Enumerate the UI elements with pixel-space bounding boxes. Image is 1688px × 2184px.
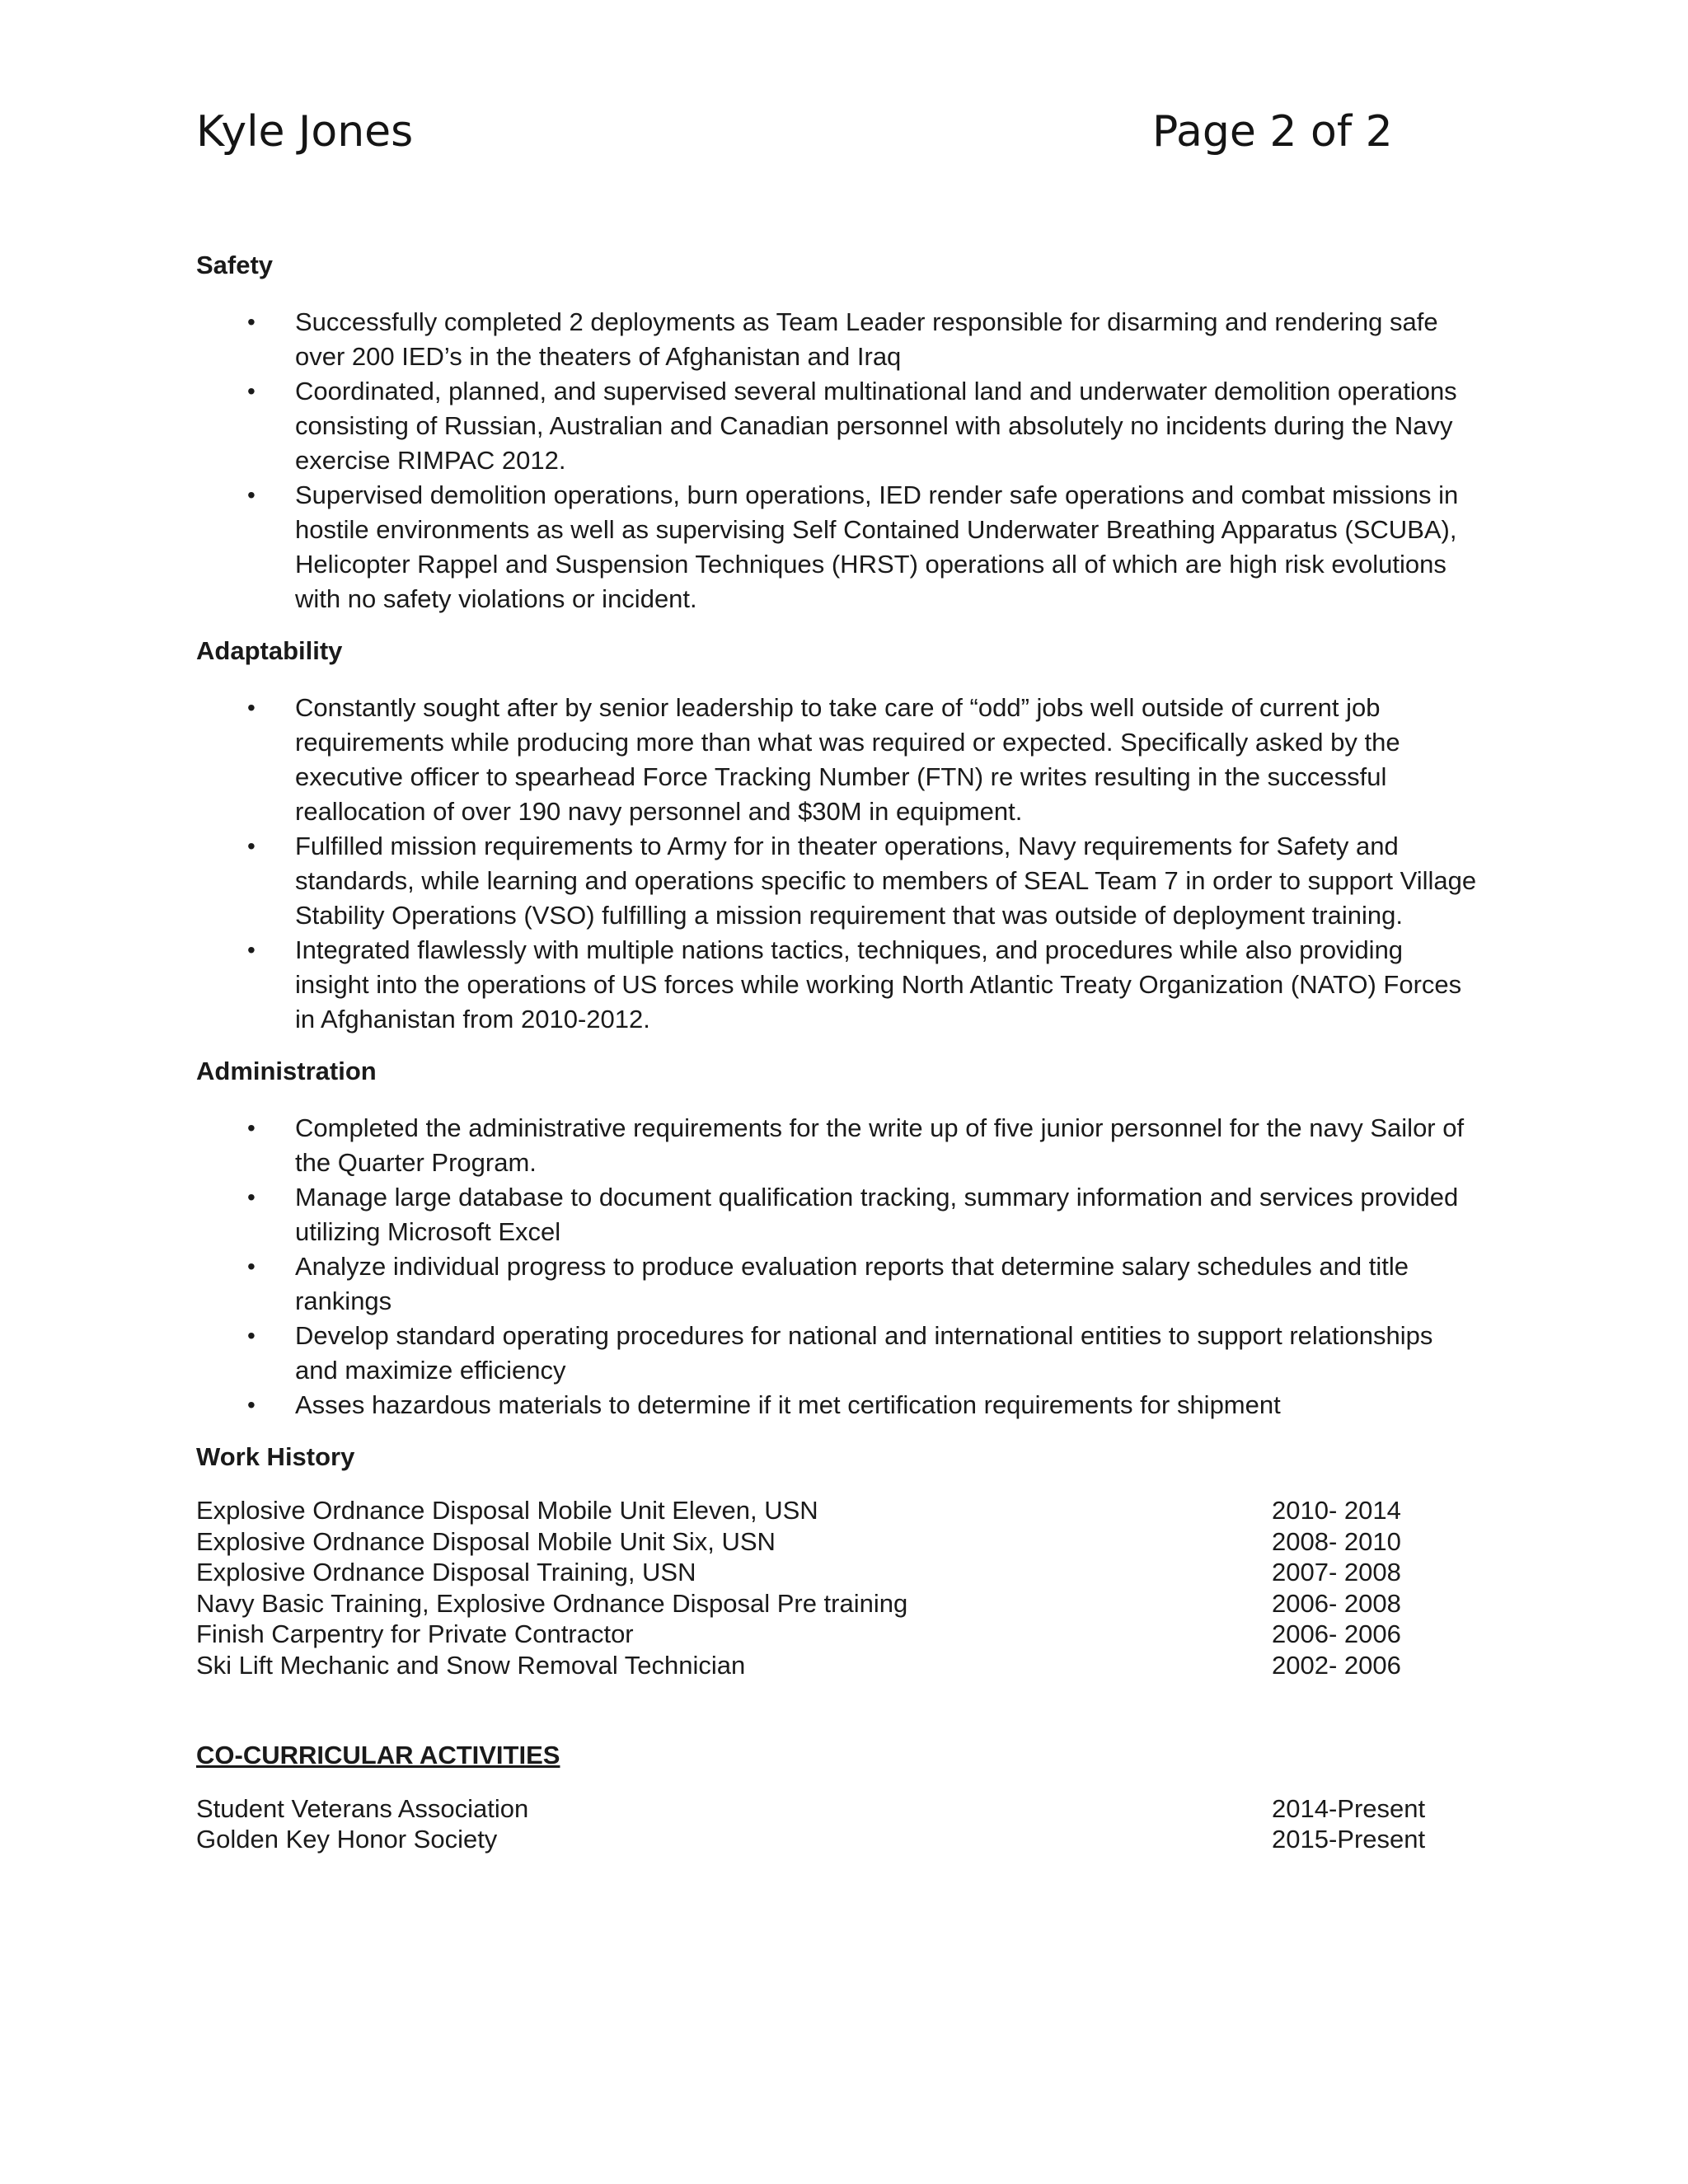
bullet-icon: • — [247, 1254, 256, 1279]
bullet-icon: • — [247, 1392, 256, 1418]
list-item: • Coordinated, planned, and supervised several multinational land and underwater demolition operations consisting of Russian, Australian and Canadian personnel with absolutely no incidents during the Navy exercise RIMPAC 2012. — [196, 374, 1482, 478]
job-dates: 2010- 2014 — [1272, 1496, 1401, 1525]
job-title: Explosive Ordnance Disposal Mobile Unit Eleven, USN — [196, 1496, 818, 1525]
list-item: • Completed the administrative requirements for the write up of five junior personnel for the navy Sailor of the Quarter Program. — [196, 1111, 1482, 1180]
activity-title: Student Veterans Association — [196, 1793, 529, 1823]
section-heading-administration: Administration — [196, 1057, 377, 1085]
adaptability-list — [196, 691, 1482, 1037]
list-item: • Integrated flawlessly with multiple nations tactics, techniques, and procedures while also providing insight into the operations of US forces while working North Atlantic Treaty Organization (NATO) Forces in Afghanistan from 2010-2012. — [196, 933, 1482, 1037]
section-heading-adaptability: Adaptability — [196, 636, 343, 665]
safety-list — [196, 305, 1482, 616]
list-item: • Manage large database to document qualification tracking, summary information and services provided utilizing Microsoft Excel — [196, 1180, 1482, 1249]
job-title: Ski Lift Mechanic and Snow Removal Technician — [196, 1650, 746, 1680]
job-title: Navy Basic Training, Explosive Ordnance Disposal Pre training — [196, 1588, 908, 1618]
bullet-icon: • — [247, 309, 256, 335]
list-item: • Successfully completed 2 deployments as Team Leader responsible for disarming and rendering safe over 200 IED’s in the theaters of Afghanistan and Iraq — [196, 305, 1482, 374]
section-heading-safety: Safety — [196, 251, 274, 279]
activity-dates: 2014-Present — [1272, 1793, 1426, 1823]
list-item: • Supervised demolition operations, burn operations, IED render safe operations and combat missions in hostile environments as well as supervising Self Contained Underwater Breathing Apparatus (SCUBA), Helicopter Rappel and Suspension Techniques (HRST) operations all of which are high risk evolutions with no safety violations or incident. — [196, 478, 1482, 616]
resume-body — [196, 246, 1482, 1855]
activity-dates: 2015-Present — [1272, 1825, 1426, 1854]
activity-title: Golden Key Honor Society — [196, 1825, 498, 1854]
work-history-row — [196, 1650, 1482, 1681]
bullet-icon: • — [247, 1323, 256, 1348]
job-dates: 2007- 2008 — [1272, 1558, 1401, 1587]
job-title: Finish Carpentry for Private Contractor — [196, 1619, 634, 1649]
work-history-row — [196, 1588, 1482, 1619]
administration-list — [196, 1111, 1482, 1422]
job-title: Explosive Ordnance Disposal Training, USN — [196, 1558, 696, 1587]
job-dates: 2006- 2006 — [1272, 1619, 1401, 1649]
section-heading-co-curricular: CO-CURRICULAR ACTIVITIES — [196, 1740, 560, 1769]
co-curricular-list — [196, 1793, 1482, 1855]
bullet-icon: • — [247, 937, 256, 963]
activity-row — [196, 1824, 1482, 1855]
bullet-icon: • — [247, 1115, 256, 1141]
job-title: Explosive Ordnance Disposal Mobile Unit Six, USN — [196, 1526, 776, 1556]
work-history-row — [196, 1557, 1482, 1588]
work-history-row — [196, 1526, 1482, 1558]
list-item: • Fulfilled mission requirements to Army for in theater operations, Navy requirements for Safety and standards, while learning and operations specific to members of SEAL Team 7 in order to support Village Stability Operations (VSO) fulfilling a mission requirement that was outside of deployment training. — [196, 829, 1482, 933]
work-history-row — [196, 1495, 1482, 1526]
list-item: • Asses hazardous materials to determine if it met certification requirements for shipment — [196, 1388, 1482, 1422]
work-history-list — [196, 1495, 1482, 1681]
job-dates: 2002- 2006 — [1272, 1650, 1401, 1680]
bullet-icon: • — [247, 482, 256, 508]
page-header — [196, 103, 1432, 169]
list-item: • Constantly sought after by senior leadership to take care of “odd” jobs well outside of current job requirements while producing more than what was required or expected. Specifically asked by the executive officer to spearhead Force Tracking Number (FTN) re writes resulting in the successful reallocation of over 190 navy personnel and $30M in equipment. — [196, 691, 1482, 829]
bullet-icon: • — [247, 833, 256, 859]
section-heading-work-history: Work History — [196, 1442, 355, 1471]
bullet-icon: • — [247, 378, 256, 404]
candidate-name: Kyle Jones — [196, 107, 414, 157]
work-history-row — [196, 1619, 1482, 1650]
job-dates: 2008- 2010 — [1272, 1526, 1401, 1556]
bullet-icon: • — [247, 695, 256, 720]
page-number: Page 2 of 2 — [1152, 107, 1393, 157]
activity-row — [196, 1793, 1482, 1825]
bullet-icon: • — [247, 1184, 256, 1210]
list-item: • Develop standard operating procedures for national and international entities to support relationships and maximize efficiency — [196, 1319, 1482, 1388]
list-item: • Analyze individual progress to produce evaluation reports that determine salary schedules and title rankings — [196, 1249, 1482, 1319]
job-dates: 2006- 2008 — [1272, 1588, 1401, 1618]
